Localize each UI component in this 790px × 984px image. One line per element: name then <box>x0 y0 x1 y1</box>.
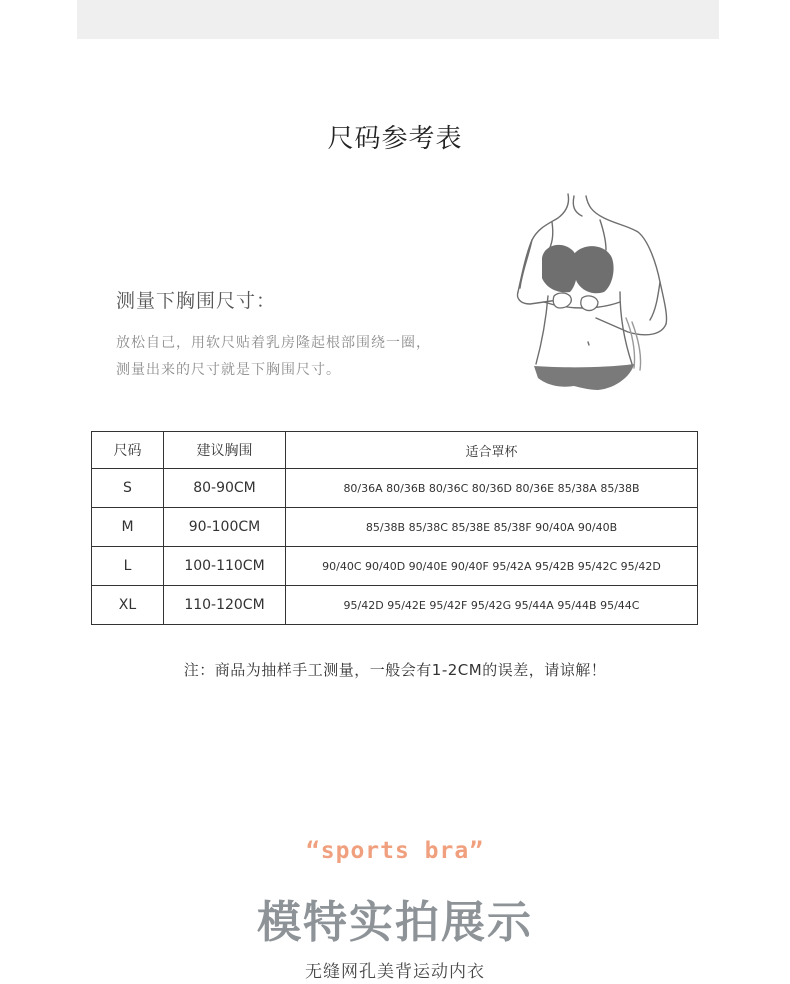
row-size: S <box>92 469 164 508</box>
measure-line-1: 放松自己，用软尺贴着乳房隆起根部围绕一圈， <box>116 335 431 351</box>
measure-line-2: 测量出来的尺寸就是下胸围尺寸。 <box>116 362 341 378</box>
row-cups: 85/38B 85/38C 85/38E 85/38F 90/40A 90/40B <box>286 508 698 547</box>
table-row <box>92 547 698 586</box>
measure-heading: 测量下胸围尺寸： <box>116 290 277 312</box>
measure-description <box>116 330 431 384</box>
header-chest: 建议胸围 <box>164 432 286 469</box>
row-cups: 80/36A 80/36B 80/36C 80/36D 80/36E 85/38A 85/38B <box>286 469 698 508</box>
model-showcase-subtitle: 无缝网孔美背运动内衣 <box>305 962 485 982</box>
row-size: XL <box>92 586 164 625</box>
row-chest: 80-90CM <box>164 469 286 508</box>
top-banner-strip <box>77 0 719 39</box>
page-title: 尺码参考表 <box>327 124 463 154</box>
model-showcase-title: 模特实拍展示 <box>257 897 533 948</box>
row-cups: 90/40C 90/40D 90/40E 90/40F 95/42A 95/42B 95/42C 95/42D <box>286 547 698 586</box>
header-cups: 适合罩杯 <box>286 432 698 469</box>
row-chest: 100-110CM <box>164 547 286 586</box>
table-header-row <box>92 432 698 469</box>
sports-bra-tag: “sports bra” <box>305 838 485 864</box>
size-table <box>91 431 698 625</box>
table-row <box>92 469 698 508</box>
header-size: 尺码 <box>92 432 164 469</box>
row-chest: 90-100CM <box>164 508 286 547</box>
row-size: L <box>92 547 164 586</box>
measuring-body-illustration <box>508 192 693 397</box>
table-row <box>92 586 698 625</box>
row-size: M <box>92 508 164 547</box>
row-cups: 95/42D 95/42E 95/42F 95/42G 95/44A 95/44B 95/44C <box>286 586 698 625</box>
row-chest: 110-120CM <box>164 586 286 625</box>
table-row <box>92 508 698 547</box>
measurement-note: 注：商品为抽样手工测量，一般会有1-2CM的误差，请谅解！ <box>183 661 607 679</box>
